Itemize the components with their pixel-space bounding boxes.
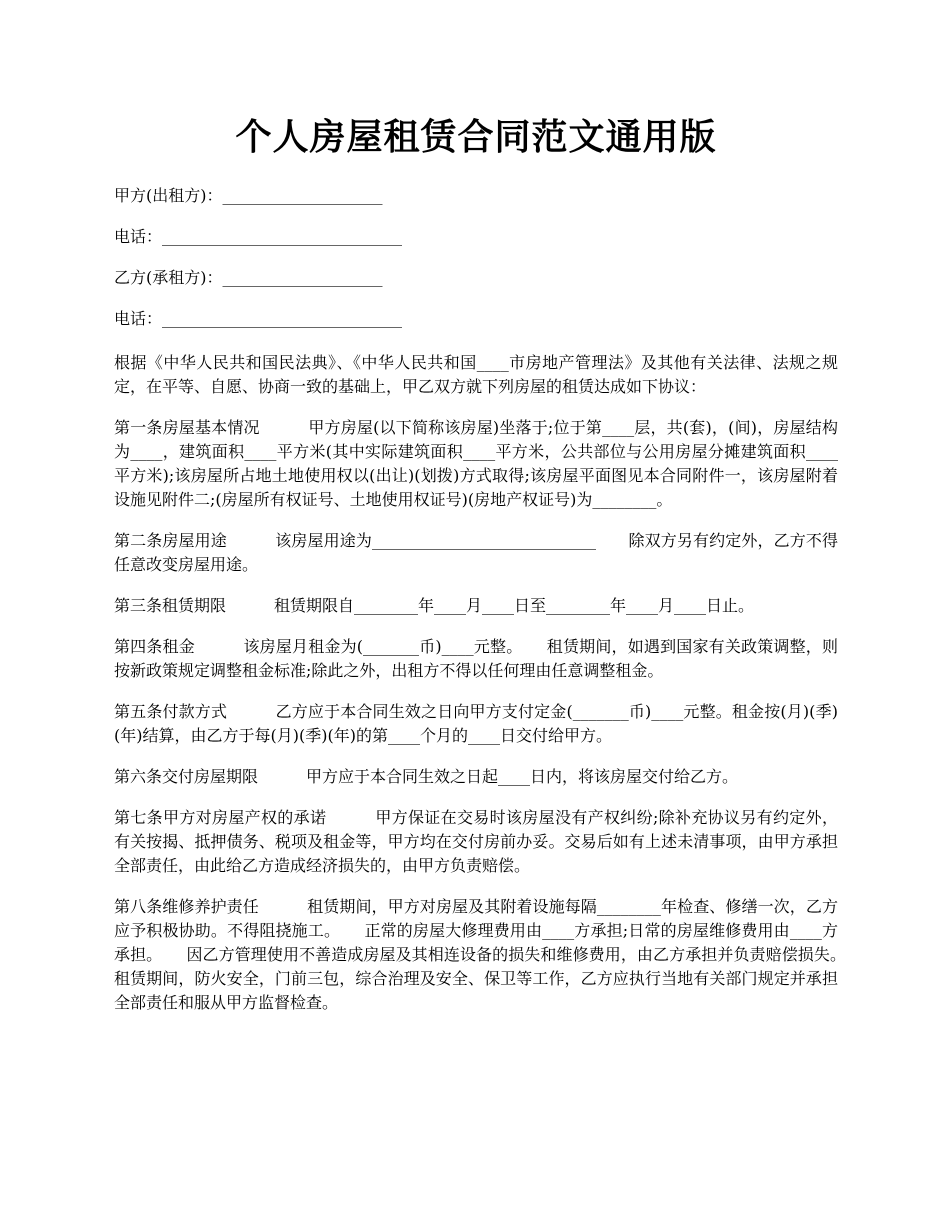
article-8-heading: 第八条维修养护责任: [114, 897, 259, 916]
article-2-body: 该房屋用途为____________________________ 除双方另有约定外，乙方不得任意改变房屋用途。: [114, 531, 838, 574]
article-8: [114, 895, 871, 1015]
article-3-body: 租赁期限自________年____月____日至________年____月____日止。: [274, 596, 755, 615]
document-title: 个人房屋租赁合同范文通用版: [235, 116, 717, 158]
article-7-heading: 第七条甲方对房屋产权的承诺: [114, 808, 327, 827]
article-1-heading: 第一条房屋基本情况: [114, 418, 260, 437]
article-7: [114, 806, 838, 878]
article-5-heading: 第五条付款方式: [114, 702, 228, 721]
article-1-body: 甲方房屋(以下简称该房屋)坐落于;位于第____层，共(套)，(间)，房屋结构为____，建筑面积____平方米(其中实际建筑面积____平方米，公共部位与公用房屋分摊建筑面积____平方米);该房屋所占地土地使用权以(出让)(划拨)方式取得;该房屋平面图见本合同附件一，该房屋附着设施见附件二;(房屋所有权证号、土地使用权证号)(房地产权证号)为________。: [114, 418, 838, 509]
article-6-body: 甲方应于本合同生效之日起____日内，将该房屋交付给乙方。: [306, 767, 739, 786]
article-2: [114, 529, 838, 577]
party-a-phone-field: 电话：______________________________: [114, 227, 403, 246]
party-a-field: 甲方(出租方)：____________________: [114, 186, 383, 205]
preamble-paragraph: 根据《中华人民共和国民法典》、《中华人民共和国____市房地产管理法》及其他有关法律、法规之规定，在平等、自愿、协商一致的基础上，甲乙双方就下列房屋的租赁达成如下协议：: [114, 353, 838, 396]
article-3: [114, 594, 838, 618]
article-2-heading: 第二条房屋用途: [114, 531, 227, 550]
article-6-heading: 第六条交付房屋期限: [114, 767, 259, 786]
article-1: [114, 416, 838, 512]
article-5-body: 乙方应于本合同生效之日向甲方支付定金(_______币)____元整。租金按(月)(季)(年)结算，由乙方于每(月)(季)(年)的第____个月的____日交付给甲方。: [114, 702, 838, 745]
party-b-phone-field: 电话：______________________________: [114, 309, 403, 328]
article-7-body: 甲方保证在交易时该房屋没有产权纠纷;除补充协议另有约定外，有关按揭、抵押债务、税项及租金等，甲方均在交付房前办妥。交易后如有上述未清事项，由甲方承担全部责任，由此给乙方造成经济损失的，由甲方负责赔偿。: [114, 808, 838, 875]
article-4-heading: 第四条租金: [114, 637, 195, 656]
article-4: [114, 635, 838, 683]
article-5: [114, 700, 838, 748]
article-8-body: 租赁期间，甲方对房屋及其附着设施每隔________年检查、修缮一次，乙方应予积极协助。不得阻挠施工。 正常的房屋大修理费用由____方承担;日常的房屋维修费用由____方承担。 因乙方管理使用不善造成房屋及其相连设备的损失和维修费用，由乙方承担并负责赔偿损失。 租赁期间，防火安全，门前三包，综合治理及安全、保卫等工作，乙方应执行当地有关部门规定并承担全部责任和服从甲方监督检查。: [114, 897, 871, 1012]
article-4-body: 该房屋月租金为(_______币)____元整。 租赁期间，如遇到国家有关政策调整，则按新政策规定调整租金标准;除此之外，出租方不得以任何理由任意调整租金。: [114, 637, 838, 680]
article-3-heading: 第三条租赁期限: [114, 596, 227, 615]
party-b-field: 乙方(承租方)：____________________: [114, 268, 383, 287]
article-6: [114, 765, 838, 789]
